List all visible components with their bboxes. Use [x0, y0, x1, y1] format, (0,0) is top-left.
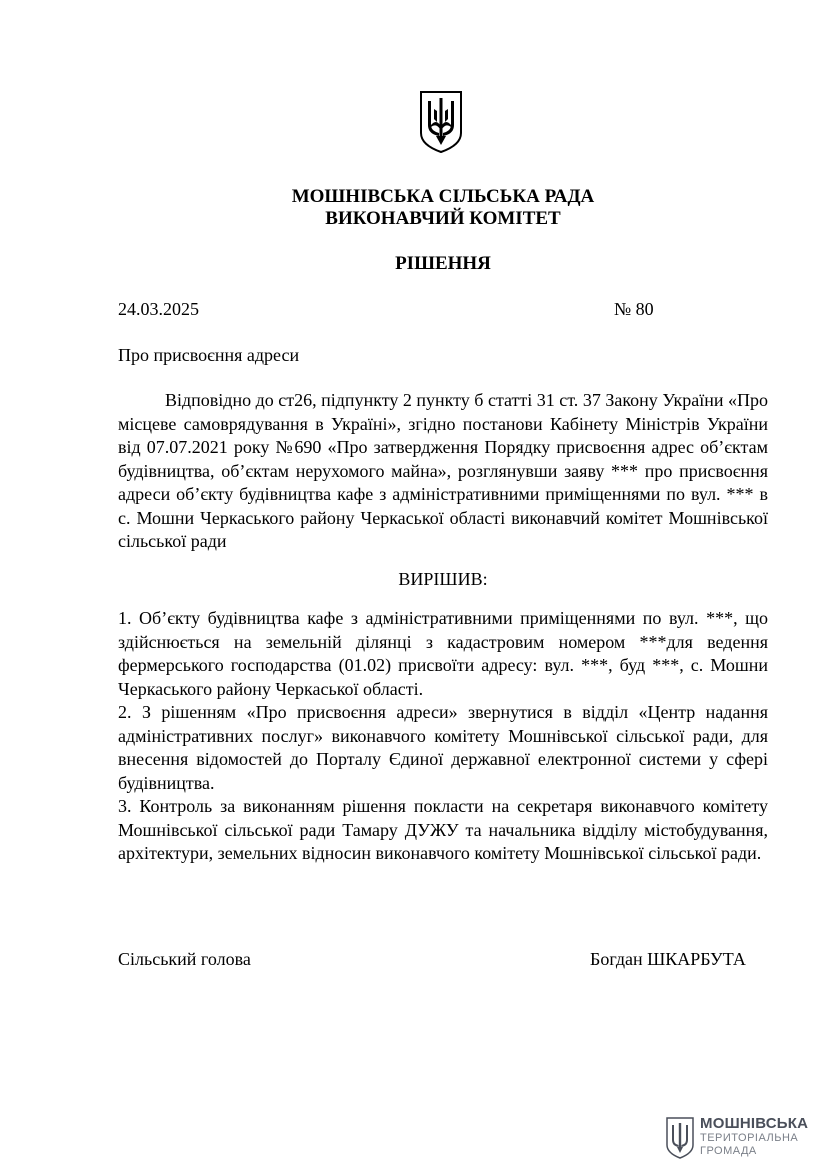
preamble-paragraph: Відповідно до ст26, підпункту 2 пункту б статті 31 ст. 37 Закону України «Про місцеве самоврядування в Україні», згідно постанови Кабінету Міністрів України від 07.07.2021 року №690 «Про затвердження Порядку присвоєння адрес об’єктам будівництва, об’єктам нерухомого майна», розглянувши заяву *** про присвоєння адреси об’єкту будівництва кафе з адміністративними приміщеннями по вул. *** в с. Мошни Черкаського району Черкаської області виконавчий комітет Мошнівської сільської ради: [118, 390, 768, 551]
document-subject: Про присвоєння адреси: [118, 345, 300, 365]
resolution-item-2: 2. З рішенням «Про присвоєння адреси» звернутися в відділ «Центр надання адміністративних послуг» виконавчого комітету Мошнівської сільської ради, для внесення відомостей до Порталу Єдиної державної електронної системи у сфері будівництва.: [118, 702, 768, 793]
document-date: 24.03.2025: [118, 299, 199, 319]
committee-name: ВИКОНАВЧИЙ КОМІТЕТ: [325, 208, 561, 229]
resolution-items: [118, 607, 768, 866]
brand-name: МОШНІВСЬКА: [700, 1115, 809, 1132]
community-logo: [666, 1115, 816, 1163]
document-number: № 80: [614, 299, 654, 319]
signatory-name: Богдан ШКАРБУТА: [590, 949, 746, 969]
resolution-item-1: 1. Об’єкту будівництва кафе з адміністративними приміщеннями по вул. ***, що здійснюється на земельній ділянці з кадастровим номером ***для ведення фермерського господарства (01.02) присвоїти адресу: вул. ***, буд ***, с. Мошни Черкаського району Черкаської області.: [118, 608, 768, 699]
document-type: РІШЕННЯ: [395, 253, 491, 274]
council-name: МОШНІВСЬКА СІЛЬСЬКА РАДА: [291, 186, 595, 207]
signatory-title: Сільський голова: [118, 949, 251, 969]
resolution-item-3: 3. Контроль за виконанням рішення покласти на секретаря виконавчого комітету Мошнівської сільської ради Тамару ДУЖУ та начальника відділу містобудування, архітектури, земельних відносин виконавчого комітету Мошнівської сільської ради.: [118, 796, 768, 863]
brand-subtitle-2: ГРОМАДА: [700, 1145, 757, 1157]
trident-logo-icon: [666, 1117, 694, 1159]
coat-of-arms-icon: [418, 89, 464, 155]
brand-subtitle-1: ТЕРИТОРІАЛЬНА: [700, 1132, 799, 1144]
resolved-heading: ВИРІШИВ:: [398, 569, 488, 589]
